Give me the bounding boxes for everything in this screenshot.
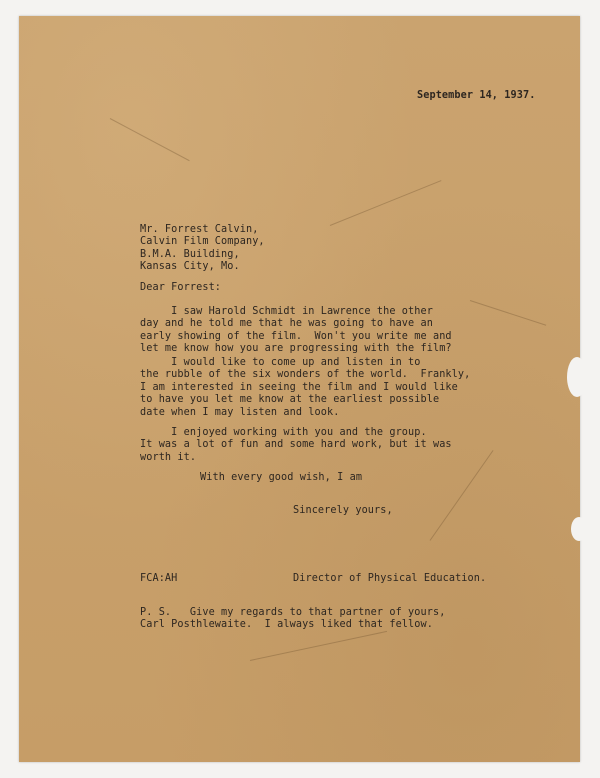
paper-tear: [567, 357, 587, 397]
body-paragraph-1: [140, 306, 452, 356]
closing: Sincerely yours,: [293, 505, 393, 516]
postscript-line: Carl Posthlewaite. I always liked that fellow.: [140, 619, 433, 631]
good-wish-line: With every good wish, I am: [200, 472, 363, 483]
letter-date: September 14, 1937.: [417, 90, 536, 101]
address-line: Kansas City, Mo.: [140, 261, 240, 273]
body-line: early showing of the film. Won't you write me and: [140, 330, 452, 342]
postscript-line: P. S. Give my regards to that partner of yours,: [140, 607, 446, 618]
body-line: I would like to come up and listen in to: [140, 357, 421, 368]
body-line: worth it.: [140, 451, 197, 463]
body-line: date when I may listen and look.: [140, 406, 340, 418]
body-line: the rubble of the six wonders of the world. Frankly,: [140, 369, 471, 381]
body-line: I enjoyed working with you and the group.: [140, 427, 427, 438]
typist-initials: FCA:AH: [140, 573, 178, 584]
recipient-address: [140, 224, 265, 274]
salutation: Dear Forrest:: [140, 282, 222, 293]
address-line: Mr. Forrest Calvin,: [140, 224, 259, 235]
body-line: I am interested in seeing the film and I would like: [140, 381, 458, 393]
body-line: I saw Harold Schmidt in Lawrence the other: [140, 306, 433, 317]
body-paragraph-2: [140, 357, 470, 419]
body-line: It was a lot of fun and some hard work, but it was: [140, 439, 452, 451]
body-paragraph-3: [140, 427, 452, 464]
address-line: Calvin Film Company,: [140, 236, 265, 248]
body-line: let me know how you are progressing with the film?: [140, 343, 452, 355]
body-line: day and he told me that he was going to have an: [140, 318, 433, 330]
body-line: to have you let me know at the earliest possible: [140, 394, 440, 406]
signer-title: Director of Physical Education.: [293, 573, 487, 584]
postscript: [140, 607, 445, 632]
paper-tear: [571, 517, 587, 541]
address-line: B.M.A. Building,: [140, 248, 240, 260]
